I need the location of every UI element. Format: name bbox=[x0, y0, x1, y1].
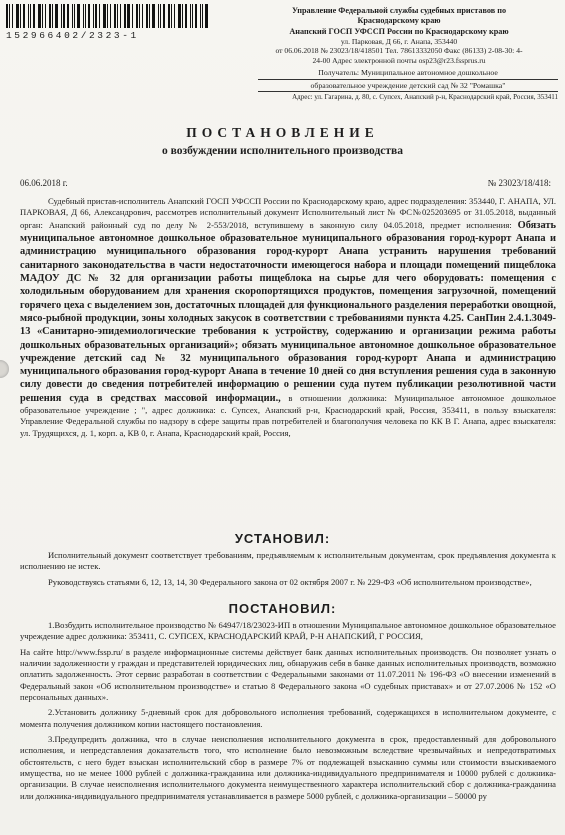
title-sub: о возбуждении исполнительного производства bbox=[161, 145, 404, 157]
barcode-bar bbox=[45, 4, 46, 28]
recipient-rule-2 bbox=[258, 91, 558, 92]
org-address: ул. Парковая, Д 66, г. Анапа, 353440 bbox=[340, 36, 458, 46]
barcode-bar bbox=[33, 4, 35, 28]
ustanovil-section bbox=[20, 550, 556, 592]
barcode-bar bbox=[158, 4, 159, 28]
org-line-1: Управление Федеральной службы судебных приставов по bbox=[291, 6, 507, 15]
barcode-bar bbox=[114, 4, 116, 28]
subject-of-execution: Обязать муниципальное автономное дошкольное образовательное муниципального образования город-курорт Анапа и администрацию муниципального образования город-курорт Анапа устранить нарушения требований санитарного законодательства в части недостаточности имеющегося набора и площади помещений пищеблока МАДОУ ДС № 32 для организации работы пищеблока на сырье для чего оборудовать: помещения с холодильным оборудованием для хранения скоропортящихся продуктов, помещения загрузочной, помещений горячего цеха с выделением зон, достаточных площадей для функционального разделения переработки овощной, мясо-рыбной продукции, зоны холодных закусок в соответствии с требованиями пункта 4.25. СанПин 2.4.1.3049-13 «Санитарно-эпидемиологические требования к устройству, содержанию и организации режима работы дошкольных образовательных организаций»; обязать муниципальное автономное дошкольное образовательное учреждение детский сад № 32 муниципального образования город-курорт Анапа и администрацию муниципального образования город-курорт Анапа в течение 10 дней со дня вступления решения суда в законную силу довести до сведения потребителей информацию о решении суда путем публикации резолютивной части решения суда в средствах массовой информации., bbox=[20, 219, 556, 404]
barcode-bar bbox=[152, 4, 155, 28]
barcode-bar bbox=[182, 4, 183, 28]
recipient-block bbox=[258, 68, 558, 102]
barcode-bar bbox=[195, 4, 197, 28]
barcode bbox=[6, 4, 212, 44]
barcode-bar bbox=[20, 4, 21, 28]
intro-text: Судебный пристав-исполнитель Анапский ГОСП УФССП России по Краснодарскому краю, адрес подразделения: 353440, Г. АНАПА, УЛ. ПАРКОВАЯ, Д 66, Александрович, рассмотрев исполнительный документ Исполнительный лист № ФС№025203695 от 31.05.2018, выданный орган: Анапский районный суд по делу № 2-553/2018, вступившему в законную силу 04.05.2018, предмет исполнения: bbox=[20, 196, 556, 230]
barcode-bar bbox=[95, 4, 97, 28]
barcode-bar bbox=[85, 4, 86, 28]
org-email: 24-00 Адрес электронной почты osp23@r23.fssprus.ru bbox=[312, 55, 486, 65]
barcode-bar bbox=[163, 4, 165, 28]
recipient-rule bbox=[258, 79, 558, 80]
postanovil-section bbox=[20, 620, 556, 806]
ustanovil-p2: Руководствуясь статьями 6, 12, 13, 14, 30 Федерального закона от 02 октября 2007 г. № 229-ФЗ «Об исполнительном производстве», bbox=[48, 576, 532, 587]
barcode-bar bbox=[192, 4, 193, 28]
org-line-3: Анапский ГОСП УФССП России по Краснодарскому краю bbox=[289, 26, 509, 36]
barcode-bar bbox=[28, 4, 29, 28]
barcode-bar bbox=[83, 4, 84, 28]
barcode-bar bbox=[55, 4, 58, 28]
barcode-bar bbox=[132, 4, 133, 28]
barcode-bar bbox=[139, 4, 140, 28]
barcode-bar bbox=[160, 4, 161, 28]
item-1: 1.Возбудить исполнительное производство № 64947/18/23023-ИП в отношении Муниципальное автономное дошкольное образовательное учреждение адрес должника: 353411, С. СУПСЕХ, КРАСНОДАРСКИЙ КРАЙ, Р-Н АНАПСКИЙ, Г РОССИЯ, bbox=[20, 620, 556, 642]
barcode-bar bbox=[6, 4, 8, 28]
barcode-bar bbox=[103, 4, 106, 28]
barcode-bar bbox=[190, 4, 191, 28]
debtor-info: в отношении должника: Муниципальное автономное дошкольное образовательное учреждение ; ", адрес должника: с. Супсех, Анапский р-н, Краснодарский край, Россия, 353411, в пользу взыскателя: Управление Федеральной службы по надзору в сфере защиты прав потребителей и благополучия человека по КК В Г. Анапа, адрес взыскателя: ул. Трудящихся, д. 1, корп. а, КВ 0, г. Анапа, Краснодарский край, Россия, bbox=[20, 392, 556, 438]
barcode-bar bbox=[185, 4, 187, 28]
barcode-bar bbox=[72, 4, 73, 28]
barcode-bar bbox=[49, 4, 51, 28]
recipient-line-2: образовательное учреждение детский сад № 32 "Ромашка" bbox=[310, 80, 506, 90]
recipient-address: Адрес: ул. Гагарина, д. 80, с. Супсех, Анапский р-н, Краснодарский край, Россия, 353411 bbox=[292, 93, 558, 102]
barcode-bar bbox=[16, 4, 19, 28]
barcode-bar bbox=[52, 4, 53, 28]
barcode-bar bbox=[12, 4, 13, 28]
barcode-bar bbox=[77, 4, 80, 28]
issuer-header bbox=[240, 6, 558, 65]
org-line-2: Краснодарскому краю bbox=[357, 16, 441, 26]
barcode-bar bbox=[38, 4, 41, 28]
barcode-bar bbox=[117, 4, 118, 28]
document-title bbox=[0, 125, 565, 157]
barcode-bar bbox=[74, 4, 75, 28]
document-number: № 23023/18/418: bbox=[487, 178, 551, 188]
barcode-bar bbox=[205, 4, 208, 28]
item-2: 2.Установить должнику 5-дневный срок для добровольного исполнения требований, содержащихся в исполнительном документе, с момента получения должником копии настоящего постановления. bbox=[20, 707, 556, 729]
punch-hole bbox=[0, 360, 9, 378]
heading-postanovil: ПОСТАНОВИЛ: bbox=[228, 601, 337, 616]
recipient-line-1: Получатель: Муниципальное автономное дошкольное bbox=[318, 68, 498, 77]
barcode-bar bbox=[61, 4, 62, 28]
document-date: 06.06.2018 г. bbox=[20, 178, 68, 188]
barcode-bar bbox=[127, 4, 130, 28]
barcode-bar bbox=[142, 4, 143, 28]
barcode-bar bbox=[63, 4, 65, 28]
barcode-bar bbox=[23, 4, 25, 28]
item-1-note: На сайте http://www.fssp.ru/ в разделе информационные системы действует банк данных исполнительных производств. Он позволяет узнать о наличии задолженности у граждан и представителей юридических лиц, обнаружив себя в банке данных исполнительных производств, возможно оплатить задолженность. Этот сервис разработан в соответствии с Федеральными законами от 11.07.2011 № 196-ФЗ «О внесении изменений в Федеральный закон «Об исполнительном производстве» и статью 8 Федерального закона «О судебных приставах» и от 27.07.2006 № 152 «О персональных данных». bbox=[20, 646, 556, 703]
barcode-bar bbox=[88, 4, 90, 28]
barcode-bar bbox=[93, 4, 94, 28]
barcode-bar bbox=[110, 4, 111, 28]
barcode-bar bbox=[99, 4, 100, 28]
barcode-bar bbox=[67, 4, 69, 28]
barcode-bar bbox=[171, 4, 172, 28]
barcode-bar bbox=[9, 4, 10, 28]
barcode-bar bbox=[120, 4, 121, 28]
barcode-bar bbox=[42, 4, 43, 28]
barcode-bar bbox=[200, 4, 201, 28]
barcode-bar bbox=[149, 4, 150, 28]
barcode-bar bbox=[202, 4, 203, 28]
barcode-bar bbox=[178, 4, 181, 28]
org-contacts: от 06.06.2018 № 23023/18/418501 Тел. 78613332050 Факс (86133) 2-08-30: 4- bbox=[275, 46, 523, 56]
barcode-bar bbox=[30, 4, 31, 28]
item-3: 3.Предупредить должника, что в случае неисполнения исполнительного документа в срок, предоставленный для добровольного исполнения, и непредставления доказательств того, что исполнение было невозможным вследствие чрезвычайных и непредотвратимых обстоятельств, с него будет взыскан исполнительский сбор в размере 7% от подлежащей взысканию суммы или стоимости взыскиваемого имущества, но не менее 1000 рублей с должника-гражданина или должника-индивидуального предпринимателя и 10000 рублей с должника-организации. В случае неисполнения исполнительного документа неимущественного характера исполнительский сбор с должника-гражданина или должника-индивидуального предпринимателя устанавливается в размере 5000 рублей, с должника-организации – 50000 ру bbox=[20, 734, 556, 801]
ustanovil-p1: Исполнительный документ соответствует требованиям, предъявляемым к исполнительным документам, срок предъявления документа к исполнению не истек. bbox=[20, 550, 556, 572]
intro-section bbox=[20, 196, 556, 443]
barcode-bar bbox=[146, 4, 148, 28]
title-main: ПОСТАНОВЛЕНИЕ bbox=[186, 125, 379, 140]
barcode-bar bbox=[174, 4, 175, 28]
barcode-bar bbox=[124, 4, 126, 28]
heading-ustanovil: УСТАНОВИЛ: bbox=[234, 531, 331, 546]
barcode-bar bbox=[168, 4, 170, 28]
barcode-bar bbox=[136, 4, 138, 28]
barcode-number: 152966402/2323-1 bbox=[6, 30, 139, 41]
barcode-bar bbox=[107, 4, 108, 28]
barcode-bars bbox=[6, 4, 212, 28]
